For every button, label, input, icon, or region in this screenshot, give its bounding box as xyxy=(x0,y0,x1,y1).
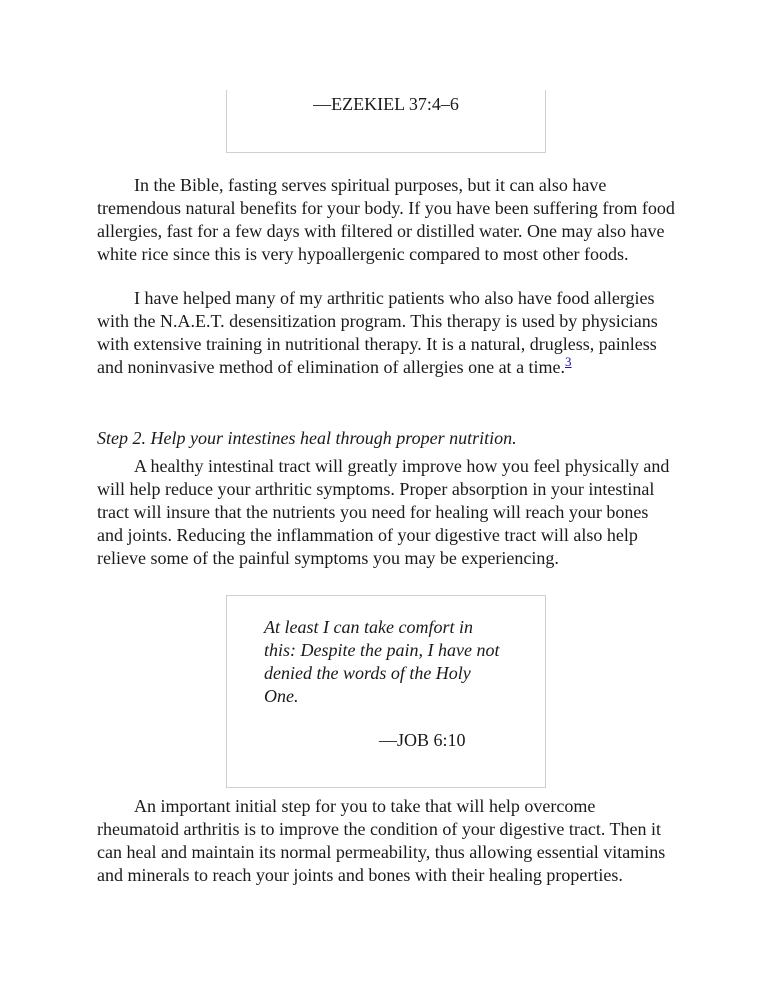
footnote-link[interactable]: 3 xyxy=(565,354,572,369)
paragraph-naet xyxy=(97,287,677,379)
paragraph-digestive-tract: An important initial step for you to take that will help overcome rheumatoid arthritis is to improve the condition of your digestive tract. Then it can heal and maintain its normal permeability, thus allowing essential vitamins and minerals to reach your joints and bones with their healing properties. xyxy=(97,796,666,885)
scripture-quote-box xyxy=(226,90,546,153)
paragraph-fasting: In the Bible, fasting serves spiritual purposes, but it can also have tremendous natural benefits for your body. If you have been suffering from food allergies, fast for a few days with filtered or distilled water. One may also have white rice since this is very hypoallergenic compared to most other foods. xyxy=(97,175,675,264)
scripture-reference: —EZEKIEL 37:4–6 xyxy=(313,94,459,114)
step-heading: Step 2. Help your intestines heal through proper nutrition. xyxy=(97,428,517,448)
scripture-quote-text: At least I can take comfort in this: Despite the pain, I have not denied the words of the Holy One. xyxy=(264,617,500,706)
paragraph-naet-text: I have helped many of my arthritic patients who also have food allergies with the N.A.E.T. desensitization program. This therapy is used by physicians with extensive training in nutritional therapy. It is a natural, drugless, painless and noninvasive method of elimination of allergies one at a time. xyxy=(97,288,658,377)
paragraph-intestinal-tract: A healthy intestinal tract will greatly improve how you feel physically and will help reduce your arthritic symptoms. Proper absorption in your intestinal tract will insure that the nutrients you need for healing will reach your bones and joints. Reducing the inflammation of your digestive tract will also help relieve some of the painful symptoms you may be experiencing. xyxy=(97,456,670,568)
scripture-quote-box-job xyxy=(226,595,546,788)
scripture-reference-job: —JOB 6:10 xyxy=(379,730,466,750)
